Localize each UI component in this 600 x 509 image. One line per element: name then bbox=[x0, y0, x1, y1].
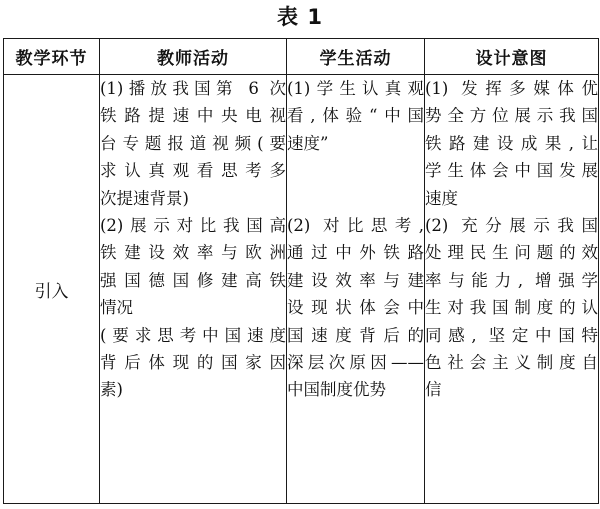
student-activity-cell bbox=[287, 75, 425, 504]
text-line: 速度” bbox=[287, 133, 329, 153]
text-line: (1)播放我国第 6 次 bbox=[100, 79, 286, 98]
text-line: 建设效率与建 bbox=[287, 270, 424, 290]
text-line: 设现状体会中 bbox=[287, 298, 424, 318]
line-gap bbox=[287, 157, 424, 184]
stage-cell: 引入 bbox=[4, 75, 100, 504]
text-line: 通过中外铁路 bbox=[287, 243, 424, 263]
text-line: 台专题报道视频(要 bbox=[100, 133, 286, 153]
text-line: (要求思考中国速度 bbox=[100, 325, 286, 345]
text-line: 国速度背后的 bbox=[287, 325, 424, 345]
text-line: 学生体会中国发展 bbox=[425, 161, 598, 181]
text-line: 求认真观看思考多 bbox=[100, 161, 286, 181]
text-line: 铁路提速中央电视 bbox=[100, 106, 286, 126]
header-teacher-activity: 教师活动 bbox=[100, 39, 287, 75]
text-line: (2) 对比思考, bbox=[287, 216, 424, 235]
table-row bbox=[4, 75, 599, 504]
student-activity-text bbox=[287, 75, 424, 404]
text-line: 强国德国修建高铁 bbox=[100, 270, 286, 290]
text-line: (2) 充分展示我国 bbox=[425, 216, 598, 236]
header-design-purpose: 设计意图 bbox=[425, 39, 599, 75]
design-purpose-text bbox=[425, 75, 598, 404]
design-purpose-cell bbox=[425, 75, 599, 504]
text-line: 处理民生问题的效 bbox=[425, 243, 598, 263]
text-line: 铁路建设成果,让 bbox=[425, 133, 598, 153]
text-line: 率与能力, 增强学 bbox=[425, 270, 598, 290]
text-line: 信 bbox=[425, 380, 442, 400]
text-line: 看,体验“中国 bbox=[287, 106, 424, 126]
line-gap bbox=[287, 185, 424, 212]
text-line: (1)学生认真观 bbox=[287, 79, 424, 98]
table-header-row bbox=[4, 39, 599, 75]
text-line: 背后体现的国家因 bbox=[100, 353, 286, 373]
text-line: 速度 bbox=[425, 188, 458, 208]
text-line: 素) bbox=[100, 380, 123, 400]
text-line: 情况 bbox=[100, 298, 133, 318]
text-line: 铁建设效率与欧洲 bbox=[100, 243, 286, 263]
header-teaching-stage: 教学环节 bbox=[4, 39, 100, 75]
text-line: 势全方位展示我国 bbox=[425, 106, 598, 126]
text-line: 色社会主义制度自 bbox=[425, 353, 598, 373]
text-line: 深层次原因—— bbox=[287, 353, 424, 373]
teacher-activity-cell bbox=[100, 75, 287, 504]
text-line: 同感, 坚定中国特 bbox=[425, 325, 598, 345]
lesson-table bbox=[3, 38, 599, 504]
text-line: (2)展示对比我国高 bbox=[100, 216, 286, 236]
text-line: 中国制度优势 bbox=[287, 380, 386, 400]
header-student-activity: 学生活动 bbox=[287, 39, 425, 75]
text-line: (1) 发挥多媒体优 bbox=[425, 79, 598, 98]
text-line: 生对我国制度的认 bbox=[425, 298, 598, 318]
teacher-activity-text bbox=[100, 75, 286, 404]
table-caption: 表 1 bbox=[277, 5, 323, 29]
text-line: 次提速背景) bbox=[100, 188, 189, 208]
